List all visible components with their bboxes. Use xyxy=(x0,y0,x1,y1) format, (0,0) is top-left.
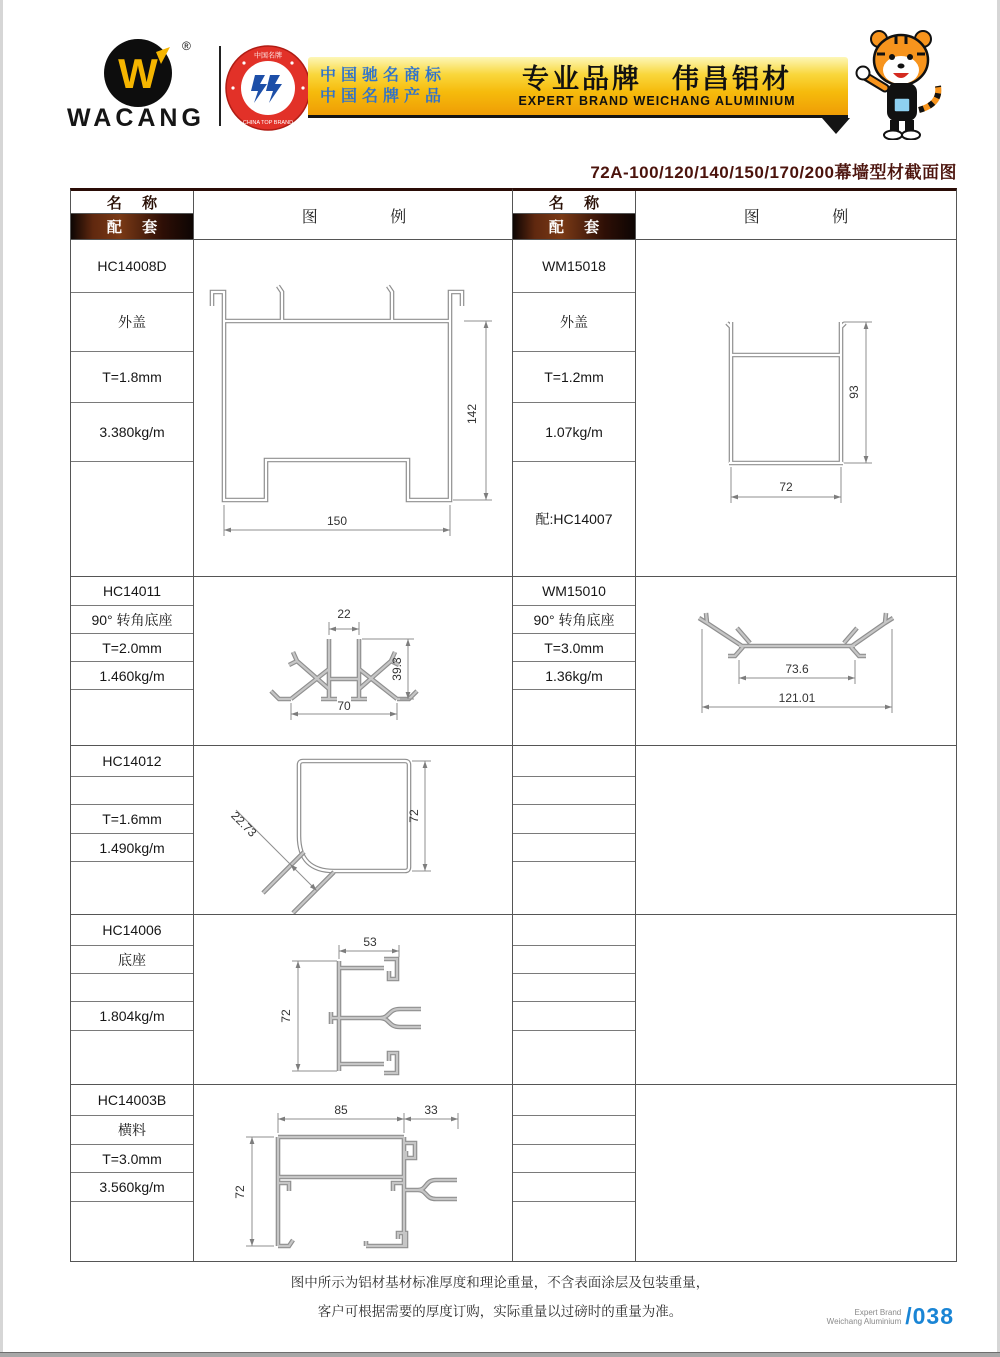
profile-thickness: T=1.8mm xyxy=(71,352,193,403)
profile-note xyxy=(71,462,193,576)
profile-thickness: T=3.0mm xyxy=(513,634,635,662)
profile-weight: 1.804kg/m xyxy=(71,1002,193,1031)
profile-diagram xyxy=(194,240,514,576)
profile-note xyxy=(513,690,635,745)
profile-code: HC14006 xyxy=(71,915,193,946)
profile-name xyxy=(513,1116,635,1145)
dim-width-left: 85 xyxy=(334,1103,348,1117)
dim-inner-width: 73.6 xyxy=(785,662,809,676)
profile-name: 90° 转角底座 xyxy=(71,606,193,634)
footer-note-line1: 图中所示为铝材基材标准厚度和理论重量，不含表面涂层及包装重量， xyxy=(290,1275,710,1290)
gold-banner xyxy=(308,57,848,118)
profile-weight xyxy=(513,1002,635,1031)
dim-width: 150 xyxy=(326,514,348,528)
profile-code: HC14012 xyxy=(71,746,193,777)
profile-name xyxy=(71,777,193,805)
profile-diagram xyxy=(194,746,514,914)
profile-thickness xyxy=(513,974,635,1002)
dim-width-right: 33 xyxy=(424,1103,438,1117)
profile-diagram-empty xyxy=(636,1085,956,1261)
profile-block xyxy=(513,1085,956,1261)
column-header-name: 名 称 xyxy=(513,191,635,214)
banner-left-claims xyxy=(308,65,466,107)
dim-overall-width: 121.01 xyxy=(778,691,816,705)
footer-brand xyxy=(827,1303,954,1330)
profile-diagram xyxy=(194,915,514,1084)
table-header xyxy=(513,191,956,240)
profile-weight: 1.07kg/m xyxy=(513,403,635,462)
diagram-wm15018 xyxy=(636,240,957,576)
profile-block xyxy=(71,915,514,1085)
badge-top-text: 中国名牌 xyxy=(254,52,282,60)
profile-weight: 3.380kg/m xyxy=(71,403,193,462)
profile-thickness xyxy=(513,1145,635,1173)
profile-note xyxy=(513,862,635,914)
profile-code: HC14008D xyxy=(71,240,193,293)
profile-note xyxy=(513,1202,635,1261)
banner-claim-2: 中国名牌产品 xyxy=(320,88,447,105)
profile-code: WM15010 xyxy=(513,577,635,606)
profile-weight: 1.36kg/m xyxy=(513,662,635,690)
dim-height: 72 xyxy=(233,1185,247,1199)
logo-w-icon: W xyxy=(118,50,158,97)
banner-title: 专业品牌 伟昌铝材 xyxy=(522,64,792,94)
profile-code xyxy=(513,1085,635,1116)
profile-block xyxy=(71,577,514,746)
profile-diagram-empty xyxy=(636,746,956,914)
profile-table-right xyxy=(512,188,957,1262)
profile-diagram xyxy=(636,577,956,745)
profile-note xyxy=(71,690,193,745)
diagram-hc14008d xyxy=(194,240,515,576)
dim-height: 72 xyxy=(407,809,421,823)
column-header-fitting: 配 套 xyxy=(71,214,193,239)
profile-block xyxy=(71,1085,514,1261)
footer-brand-line2: Weichang Aluminium xyxy=(826,1316,902,1326)
banner-main xyxy=(466,64,848,108)
profile-code: WM15018 xyxy=(513,240,635,293)
profile-note xyxy=(71,862,193,914)
profile-note xyxy=(71,1202,193,1261)
banner-subtitle: EXPERT BRAND WEICHANG ALUMINIUM xyxy=(518,94,796,108)
page-title: 72A-100/120/140/150/170/200幕墙型材截面图 xyxy=(590,163,957,182)
profile-diagram xyxy=(194,577,514,745)
profile-weight xyxy=(513,1173,635,1202)
column-header-legend: 图 例 xyxy=(743,208,883,226)
table-header xyxy=(71,191,514,240)
column-header-legend: 图 例 xyxy=(301,208,441,226)
footer-note-line2: 客户可根据需要的厚度订购，实际重量以过磅时的重量为准。 xyxy=(317,1304,683,1319)
column-header-fitting: 配 套 xyxy=(513,214,635,239)
diagram-wm15010 xyxy=(636,577,957,745)
diagram-hc14012 xyxy=(194,746,515,914)
profile-diagram-empty xyxy=(636,915,956,1084)
profile-weight xyxy=(513,834,635,862)
profile-note xyxy=(513,1031,635,1084)
profile-block xyxy=(71,746,514,915)
profile-note xyxy=(71,1031,193,1084)
page-edge-left xyxy=(0,0,3,1357)
profile-thickness: T=1.2mm xyxy=(513,352,635,403)
profile-block xyxy=(513,240,956,577)
diagram-hc14003b xyxy=(194,1085,515,1259)
profile-block xyxy=(513,915,956,1085)
profile-thickness xyxy=(513,805,635,834)
profile-note: 配:HC14007 xyxy=(535,511,613,527)
profile-weight: 1.460kg/m xyxy=(71,662,193,690)
profile-weight: 1.490kg/m xyxy=(71,834,193,862)
profile-block xyxy=(513,577,956,746)
logo-wordmark: WACANG xyxy=(67,104,205,132)
dim-height: 39.3 xyxy=(390,657,404,681)
profile-name: 外盖 xyxy=(513,293,635,352)
page-number: /038 xyxy=(905,1303,954,1329)
tiger-mascot-icon xyxy=(843,26,948,140)
dim-diagonal: 22.73 xyxy=(228,808,260,840)
dim-height: 142 xyxy=(465,403,479,425)
badge-bottom-text: CHINA TOP BRAND xyxy=(242,120,294,126)
dim-height: 72 xyxy=(279,1009,293,1023)
china-top-brand-badge xyxy=(224,44,312,132)
profile-thickness: T=3.0mm xyxy=(71,1145,193,1173)
profile-thickness: T=1.6mm xyxy=(71,805,193,834)
column-header-name: 名 称 xyxy=(71,191,193,214)
profile-name xyxy=(513,946,635,974)
profile-code xyxy=(513,746,635,777)
profile-diagram xyxy=(194,1085,514,1261)
profile-code: HC14011 xyxy=(71,577,193,606)
dim-width: 72 xyxy=(779,480,793,494)
profile-block xyxy=(71,240,514,577)
profile-thickness: T=2.0mm xyxy=(71,634,193,662)
profile-code: HC14003B xyxy=(71,1085,193,1116)
dim-top-width: 22 xyxy=(337,607,351,621)
profile-name: 底座 xyxy=(71,946,193,974)
diagram-hc14006 xyxy=(194,915,515,1084)
wacang-logo xyxy=(56,36,216,132)
dim-height: 93 xyxy=(847,385,861,399)
profile-weight: 3.560kg/m xyxy=(71,1173,193,1202)
profile-thickness xyxy=(71,974,193,1002)
page-edge-bottom xyxy=(0,1352,1000,1357)
banner-claim-1: 中国驰名商标 xyxy=(320,67,447,84)
footer-brand-line1: Expert Brand xyxy=(854,1307,902,1317)
profile-name: 横料 xyxy=(71,1116,193,1145)
profile-name: 90° 转角底座 xyxy=(513,606,635,634)
dim-bottom-width: 70 xyxy=(337,699,351,713)
dim-width: 53 xyxy=(363,935,377,949)
registered-mark: ® xyxy=(182,39,191,53)
profile-diagram xyxy=(636,240,956,576)
diagram-hc14011 xyxy=(194,577,515,745)
profile-name xyxy=(513,777,635,805)
profile-block xyxy=(513,746,956,915)
header-divider xyxy=(219,46,221,126)
profile-table-left xyxy=(70,188,515,1262)
profile-code xyxy=(513,915,635,946)
profile-name: 外盖 xyxy=(71,293,193,352)
